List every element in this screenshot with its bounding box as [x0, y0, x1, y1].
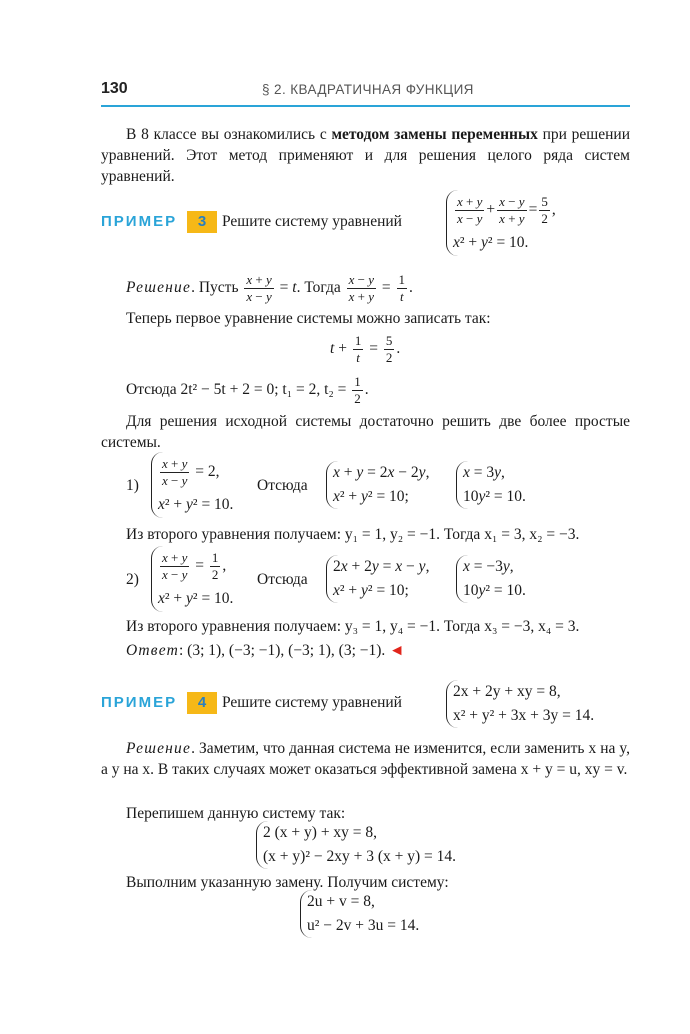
- rw-eq1: 2 (x + y) + xy = 8,: [263, 824, 378, 841]
- substitute-text: Выполним указанную замену. Получим систему:: [126, 874, 449, 891]
- answer-line: [126, 640, 405, 662]
- two-systems-text: Для решения исходной системы достаточно решить две более простые системы.: [101, 413, 630, 451]
- example3-number: 3: [187, 211, 217, 233]
- case1-label: 1): [126, 477, 139, 494]
- case1-system-c: x = 3y, 10y² = 10.: [456, 461, 526, 509]
- example4-label: ПРИМЕР: [101, 694, 178, 711]
- s-eq2: u² − 2v + 3u = 14.: [307, 917, 420, 934]
- hence-line: Отсюда 2t² − 5t + 2 = 0; t₁ = 2, t₂ = $\frac{1}{2}$ .: [126, 373, 369, 406]
- section-title: § 2. КВАДРАТИЧНАЯ ФУНКЦИЯ: [262, 82, 474, 97]
- intro-pre: В 8 классе вы ознакомились с: [126, 126, 332, 143]
- example3-substitution: Решение. Пусть $\frac{x + y}{x - y}$ = t. Тогда $\frac{x - y}{x + y}$ = $\frac{1}{t}$ .: [126, 271, 413, 304]
- example3-task: Решите систему уравнений: [222, 213, 402, 230]
- example4-system: [446, 680, 594, 728]
- hence-text: Отсюда 2t² − 5t + 2 = 0; t₁ = 2, t₂ =: [126, 381, 347, 398]
- final-system: [300, 890, 419, 938]
- solution-word-4: Решение: [126, 740, 192, 757]
- rw-eq2: (x + y)² − 2xy + 3 (x + y) = 14.: [263, 848, 457, 865]
- s-eq1: 2u + v = 8,: [307, 893, 375, 910]
- case2-system-b: 2x + 2y = x − y, x² + y² = 10;: [326, 555, 429, 603]
- case1-hence: Отсюда: [257, 477, 308, 494]
- let-text: . Пусть: [191, 279, 239, 296]
- then-text: . Тогда: [296, 279, 341, 296]
- case2-system-c: x = −3y, 10y² = 10.: [456, 555, 526, 603]
- from-second-1: Из второго уравнения получаем: y₁ = 1, y₂ = −1. Тогда x₁ = 3, x₂ = −3.: [126, 526, 580, 543]
- equation-t: t + $\frac{1}{t}$ = $\frac{5}{2}$ .: [330, 332, 401, 365]
- example3-system: $\frac{x + y}{x - y}$ + $\frac{x - y}{x + y}$ = $\frac{5}{2}$ , x² + y² = 10.: [446, 190, 556, 256]
- answer-value: : (3; 1), (−3; −1), (−3; 1), (3; −1).: [178, 642, 386, 659]
- solution-word-3: Решение: [126, 279, 192, 296]
- end-marker-icon: ◄: [389, 642, 405, 659]
- solution-text-4: . Заметим, что данная система не изменится, если заменить x на y, а y на x. В таких случаях может оказаться эффективной замена x + y = u, xy = v.: [101, 740, 630, 778]
- rewritten-system: [256, 821, 456, 869]
- from-second-2: Из второго уравнения получаем: y₃ = 1, y₄ = −1. Тогда x₃ = −3, x₄ = 3.: [126, 618, 580, 635]
- ex4-eq2: x² + y² + 3x + 3y = 14.: [453, 707, 595, 724]
- case1-system-b: x + y = 2x − 2y, x² + y² = 10;: [326, 461, 429, 509]
- example4-solution: [101, 738, 630, 780]
- page-number: 130: [101, 80, 128, 97]
- intro-bold: методом замены переменных: [331, 126, 538, 143]
- ex4-eq1: 2x + 2y + xy = 8,: [453, 683, 561, 700]
- case1-system: $\frac{x + y}{x - y}$ = 2, x² + y² = 10.: [151, 452, 233, 518]
- case2-label: 2): [126, 571, 139, 588]
- answer-word: Ответ: [126, 642, 179, 659]
- header-rule: [101, 105, 630, 107]
- intro-post: при решении уравнений. Этот метод применяют и для решения целого ряда систем уравнений.: [101, 126, 630, 185]
- rewrite-text-3: Теперь первое уравнение системы можно записать так:: [126, 310, 491, 327]
- rewrite-text-4: Перепишем данную систему так:: [126, 805, 346, 822]
- example4-task: Решите систему уравнений: [222, 694, 402, 711]
- intro-paragraph: [101, 124, 630, 187]
- case2-system: $\frac{x + y}{x - y}$ = $\frac{1}{2}$ , x² + y² = 10.: [151, 546, 233, 612]
- example3-label: ПРИМЕР: [101, 213, 178, 230]
- example4-number: 4: [187, 692, 217, 714]
- case2-hence: Отсюда: [257, 571, 308, 588]
